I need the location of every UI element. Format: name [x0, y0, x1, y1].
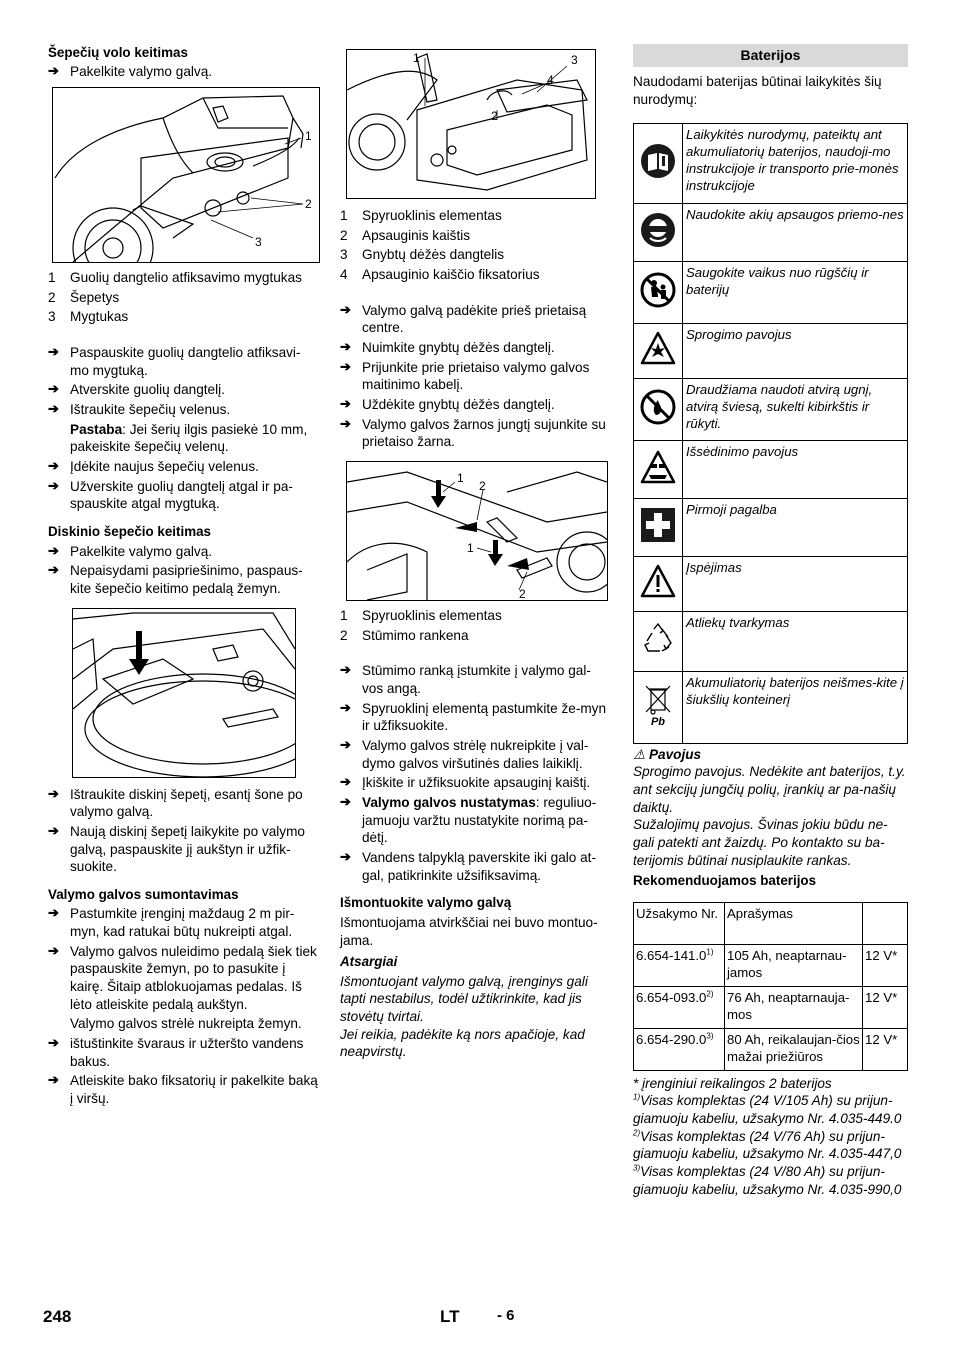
bin-pb-icon — [634, 671, 683, 743]
language-code: LT — [440, 1307, 460, 1326]
battery-table — [633, 902, 908, 1071]
figure-head-connection — [346, 49, 596, 199]
corrosive-icon — [634, 440, 683, 498]
symbol-table — [633, 123, 908, 744]
section-banner: Baterijos — [633, 44, 908, 67]
arrow-icon: ➔ — [340, 358, 351, 374]
step: ➔ Stūmimo ranką įstumkite į valymo gal-vos angą. — [340, 662, 591, 697]
arrow-icon: ➔ — [48, 1035, 59, 1051]
page-number: 248 — [43, 1307, 72, 1326]
step: ➔ Valymo galvos žarnos jungtį sujunkite su prietaiso žarna. — [340, 415, 606, 450]
section-number: - 6 — [497, 1307, 515, 1324]
legend-item: 3 Gnybtų dėžės dangtelis — [340, 247, 505, 263]
callout-1b: 1 — [467, 541, 474, 556]
figure-disc-brush — [72, 608, 296, 778]
symbol-row: Pb Akumuliatorių baterijos neišmes-kite į šiukšlių konteinerį — [634, 671, 908, 743]
book-icon — [634, 123, 683, 203]
symbol-row: Įspėjimas — [634, 556, 908, 611]
symbol-row: Pirmoji pagalba — [634, 498, 908, 556]
callout-3: 3 — [255, 235, 262, 250]
arrow-icon: ➔ — [340, 662, 351, 678]
explosion-icon — [634, 323, 683, 378]
step: ➔ Naują diskinį šepetį laikykite po valymo galvą, paspauskite jį aukštyn ir užfik-suokite. — [48, 822, 305, 875]
recycle-icon — [634, 611, 683, 671]
callout-1: 1 — [457, 471, 464, 486]
heading-dismount: Išmontuokite valymo galvą — [340, 895, 512, 911]
arrow-icon: ➔ — [48, 822, 59, 838]
arrow-icon: ➔ — [48, 1072, 59, 1088]
footnote-star: * įrenginiui reikalingos 2 baterijos — [633, 1075, 832, 1091]
arrow-icon: ➔ — [48, 542, 59, 558]
legend-item: 3 Mygtukas — [48, 309, 129, 325]
push-arm-illustration — [347, 462, 607, 600]
legend-item: 1 Spyruoklinis elementas — [340, 208, 502, 223]
children-icon — [634, 261, 683, 323]
heading-recommended: Rekomenduojamos baterijos — [633, 873, 817, 889]
arrow-icon: ➔ — [48, 401, 59, 417]
step: ➔ Valymo galvos strėlę nukreipkite į val-dymo galvos viršutinės dalies laikiklį. — [340, 737, 589, 771]
arrow-icon: ➔ — [48, 905, 59, 921]
table-row: 6.654-141.0$^{1)}$ 105 Ah, neaptarnau-jamos 12 V* — [634, 944, 908, 986]
no-fire-icon — [634, 378, 683, 440]
arrow-icon: ➔ — [48, 344, 59, 360]
step: ➔ Užverskite guolių dangtelį atgal ir pa-spauskite atgal mygtuką. — [48, 477, 293, 512]
step: ➔ Įkiškite ir užfiksuokite apsauginį kaištį. — [340, 774, 591, 791]
callout-2: 2 — [491, 109, 498, 123]
heading-brush-roll: Šepečių volo keitimas — [48, 45, 188, 60]
step: ➔ Pastumkite įrenginį maždaug 2 m pir-myn, kad ratukai būtų nukreipti atgal. — [48, 905, 295, 940]
legend-item: 4 Apsauginio kaiščio fiksatorius — [340, 267, 540, 283]
caution-label: Atsargiai — [340, 954, 398, 970]
danger-icon: ⚠ — [633, 746, 646, 762]
callout-2: 2 — [479, 479, 486, 494]
warning-icon — [634, 556, 683, 611]
arrow-icon: ➔ — [48, 381, 59, 397]
goggles-icon — [634, 203, 683, 261]
arrow-icon: ➔ — [340, 699, 351, 715]
callout-1: 1 — [305, 129, 312, 144]
arrow-icon: ➔ — [340, 794, 351, 810]
footnote: $^{1)}$Visas komplektas (24 V/105 Ah) su prijun-giamuoju kabeliu, užsakymo Nr. 4.035-449.0 — [633, 1092, 902, 1126]
legend-item: 1 Spyruoklinis elementas — [340, 608, 502, 624]
legend-item: 1 Guolių dangtelio atfiksavimo mygtukas — [48, 270, 302, 286]
step: ➔ Spyruoklinį elementą pastumkite že-myn ir užfiksuokite. — [340, 699, 607, 734]
arrow-icon: ➔ — [340, 415, 351, 431]
step: ➔ Valymo galvos nuleidimo pedalą šiek tiek paspauskite žemyn, po to pasukite į kairę. Šitaip atblokuojamas pedalas. Iš lėto atleiskite pedalą aukštyn. — [48, 942, 317, 1012]
table-row: 6.654-093.0$^{2)}$ 76 Ah, neaptarnauja-mos 12 V* — [634, 986, 908, 1028]
symbol-row: Draudžiama naudoti atvirą ugnį, atvirą šviesą, sukelti kibirkštis ir rūkyti. — [634, 378, 908, 440]
dismount-text: Išmontuojama atvirkščiai nei buvo montuo-jama. — [340, 914, 598, 948]
disc-brush-illustration — [73, 609, 295, 777]
step: ➔ Vandens talpyklą paverskite iki galo at-gal, patikrinkite užsifiksavimą. — [340, 849, 596, 883]
step: ➔ Valymo galvą padėkite prieš prietaisą centre. — [340, 301, 587, 336]
step: ➔ Prijunkite prie prietaiso valymo galvos maitinimo kabelį. — [340, 358, 590, 393]
arrow-icon: ➔ — [340, 396, 351, 412]
table-header-row: Užsakymo Nr. Aprašymas — [634, 902, 908, 944]
step: ➔ Uždėkite gnybtų dėžės dangtelį. — [340, 396, 555, 413]
caution-text-2: Jei reikia, padėkite ką nors apačioje, kad neapvirstų. — [340, 1026, 585, 1060]
middle-column — [340, 44, 612, 1061]
step: ➔ Atverskite guolių dangtelį. — [48, 381, 225, 398]
caution-text: Išmontuojant valymo galvą, įrenginys gali tapti nestabilus, todėl užtikrinkite, kad jis stovėtų tvirtai. — [340, 973, 588, 1024]
footnote: $^{2)}$Visas komplektas (24 V/76 Ah) su prijun-giamuoju kabeliu, užsakymo Nr. 4.035-447,0 — [633, 1128, 902, 1162]
symbol-row: Saugokite vaikus nuo rūgščių ir baterijų — [634, 261, 908, 323]
danger-text-2: Sužalojimų pavojus. Švinas jokiu būdu ne-gali patekti ant žaizdų. Po kontakto su ba-terijomis būtinai nusiplaukite rankas. — [633, 817, 888, 868]
right-column — [633, 44, 908, 1198]
arrow-icon: ➔ — [48, 942, 59, 958]
brush-roll-illustration — [53, 88, 319, 262]
callout-1: 1 — [413, 51, 420, 65]
symbol-row: Laikykitės nurodymų, pateiktų ant akumuliatorių baterijos, naudoji-mo instrukcijoje ir transporto prie-monės instrukcijoje — [634, 123, 908, 203]
arrow-icon: ➔ — [48, 785, 59, 801]
symbol-row: Naudokite akių apsaugos priemo-nes — [634, 203, 908, 261]
callout-2b: 2 — [519, 587, 526, 601]
figure-brush-roll — [52, 87, 320, 263]
left-column — [48, 44, 318, 1110]
table-row: 6.654-290.0$^{3)}$ 80 Ah, reikalaujan-čios mažai priežiūros 12 V* — [634, 1028, 908, 1070]
arrow-icon: ➔ — [340, 774, 351, 790]
arrow-icon: ➔ — [340, 301, 351, 317]
step: ➔ Ištraukite šepečių velenus. — [48, 401, 231, 418]
step: ➔ Įdėkite naujus šepečių velenus. — [48, 458, 259, 475]
svg-text:Pb: Pb — [650, 715, 666, 728]
step: ➔ Valymo galvos nustatymas: reguliuo-jamuoju varžtu nustatykite norimą pa-dėtį. — [340, 794, 597, 846]
legend-item: 2 Šepetys — [48, 289, 120, 305]
heading-mount-head: Valymo galvos sumontavimas — [48, 886, 239, 902]
legend-item: 2 Stūmimo rankena — [340, 627, 469, 643]
footnote: $^{3)}$Visas komplektas (24 V/80 Ah) su prijun-giamuoju kabeliu, užsakymo Nr. 4.035-990,0 — [633, 1163, 902, 1197]
heading-disc-brush: Diskinio šepečio keitimas — [48, 524, 211, 540]
arrow-icon: ➔ — [340, 737, 351, 753]
note: Pastaba: Jei šerių ilgis pasiekė 10 mm, pakeiskite šepečių velenų. — [70, 421, 308, 455]
head-connection-illustration — [347, 50, 595, 198]
first-aid-icon — [634, 498, 683, 556]
callout-2: 2 — [305, 197, 312, 212]
danger-heading: ⚠ Pavojus — [633, 746, 702, 762]
step: ➔ Nuimkite gnybtų dėžės dangtelį. — [340, 339, 555, 356]
symbol-row: Išsėdinimo pavojus — [634, 440, 908, 498]
arrow-icon: ➔ — [48, 477, 59, 493]
symbol-row: Atliekų tvarkymas — [634, 611, 908, 671]
step: ➔ Paspauskite guolių dangtelio atfiksavi-mo mygtuką. — [48, 344, 301, 378]
step: ➔ Pakelkite valymo galvą. — [48, 63, 213, 80]
arrow-icon: ➔ — [48, 458, 59, 474]
step: ➔ ištuštinkite švaraus ir užteršto vandens bakus. — [48, 1035, 304, 1069]
step: ➔ Atleiskite bako fiksatorių ir pakelkite baką į viršų. — [48, 1072, 318, 1107]
arrow-icon: ➔ — [48, 562, 59, 578]
note: Valymo galvos strėlė nukreipta žemyn. — [70, 1016, 302, 1032]
legend-item: 2 Apsauginis kaištis — [340, 227, 471, 243]
symbol-row: Sprogimo pavojus — [634, 323, 908, 378]
step: ➔ Pakelkite valymo galvą. — [48, 542, 213, 559]
arrow-icon: ➔ — [48, 63, 59, 79]
arrow-icon: ➔ — [340, 849, 351, 865]
callout-4: 4 — [547, 73, 554, 87]
figure-push-arm — [346, 461, 608, 601]
step: ➔ Nepaisydami pasipriešinimo, paspaus-kite šepečio keitimo pedalą žemyn. — [48, 562, 303, 596]
danger-text: Sprogimo pavojus. Nedėkite ant baterijos, t.y. ant sekcijų jungčių polių, įrankių ar pa-našių daiktų. — [633, 764, 906, 815]
step: ➔ Ištraukite diskinį šepetį, esantį šone po valymo galvą. — [48, 785, 303, 820]
arrow-icon: ➔ — [340, 339, 351, 355]
intro-text: Naudodami baterijas būtinai laikykitės šių nurodymų: — [633, 74, 882, 107]
callout-3: 3 — [571, 53, 578, 67]
